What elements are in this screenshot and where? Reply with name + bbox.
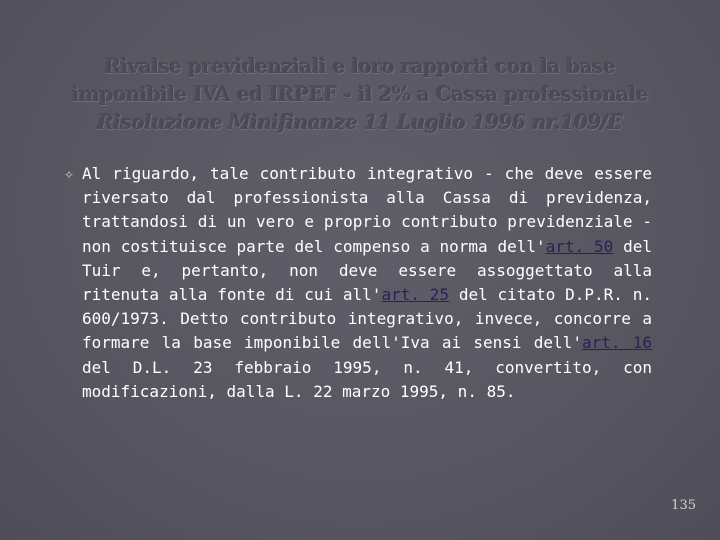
- title-line-3: Risoluzione Minifinanze 11 Luglio 1996 nr.109/E: [97, 110, 623, 134]
- body-text-2: del Tuir e, pertanto, non deve essere assoggettato alla ritenuta alla fonte di cui all': [82, 236, 653, 305]
- link-art-25[interactable]: art. 25: [381, 285, 450, 305]
- title-line-1: Rivalse previdenziali e loro rapporti con la base: [104, 54, 616, 78]
- link-art-16[interactable]: art. 16: [581, 333, 652, 353]
- body-paragraph: [82, 162, 652, 404]
- slide-title: [40, 52, 680, 136]
- body-text-1: Al riguardo, tale contributo integrativo - che deve essere riversato dal professionista alla Cassa di previdenza, trattandosi di un vero e proprio contributo previdenziale - non costituisce parte del compenso a norma dell': [82, 164, 652, 256]
- body-text-4: del D.L. 23 febbraio 1995, n. 41, convertito, con modificazioni, dalla L. 22 marzo 1995, n. 85.: [82, 357, 652, 401]
- link-art-50[interactable]: art. 50: [545, 236, 614, 256]
- page-number: 135: [671, 498, 696, 513]
- title-line-2: imponibile IVA ed IRPEF - il 2% a Cassa professionale: [71, 82, 649, 106]
- body-text-3: del citato D.P.R. n. 600/1973. Detto contributo integrativo, invece, concorre a formare la base imponibile dell'Iva ai sensi dell': [82, 285, 652, 353]
- bullet-icon: ✧: [64, 168, 75, 182]
